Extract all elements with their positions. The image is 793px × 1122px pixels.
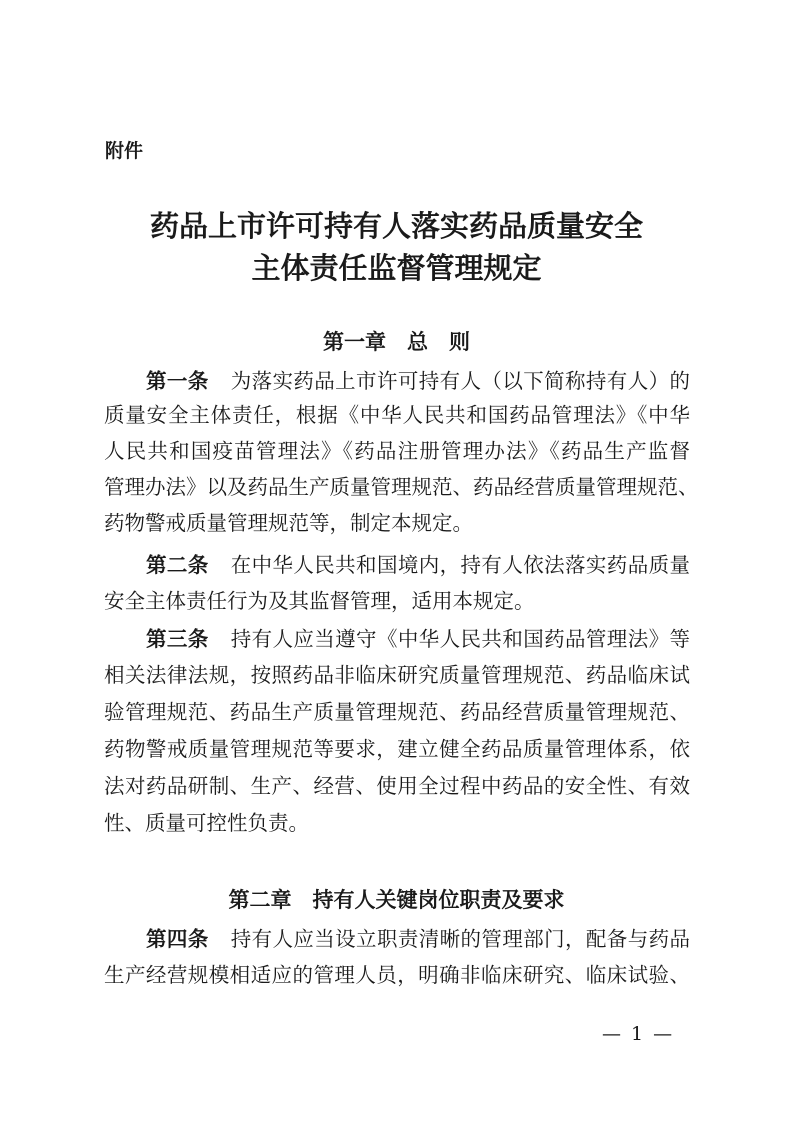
article-2-text: 在中华人民共和国境内，持有人依法落实药品质量 <box>230 553 690 577</box>
article-1-line: 药物警戒质量管理规范等，制定本规定。 <box>104 511 473 535</box>
article-3-label: 第三条 <box>146 627 209 651</box>
article-3-line: 相关法律法规，按照药品非临床研究质量管理规范、药品临床试 <box>104 663 690 687</box>
article-4-label: 第四条 <box>146 927 209 951</box>
article-3-first-line <box>146 624 690 654</box>
attachment-label: 附件 <box>105 140 144 162</box>
article-1-line: 人民共和国疫苗管理法》《药品注册管理办法》《药品生产监督 <box>104 439 690 463</box>
chapter-2-heading: 第二章 持有人关键岗位职责及要求 <box>228 888 565 912</box>
article-4-line: 生产经营规模相适应的管理人员，明确非临床研究、临床试验、 <box>104 963 690 987</box>
article-1-text: 为落实药品上市许可持有人（以下简称持有人）的 <box>230 369 690 393</box>
article-1-first-line <box>146 366 690 396</box>
article-3-line: 法对药品研制、生产、经营、使用全过程中药品的安全性、有效 <box>104 774 690 798</box>
article-2-first-line <box>146 550 690 580</box>
document-title-line-1: 药品上市许可持有人落实药品质量安全 <box>149 209 643 243</box>
chapter-1-heading: 第一章 总 则 <box>323 330 470 354</box>
article-4-text: 持有人应当设立职责清晰的管理部门，配备与药品 <box>230 927 690 951</box>
article-2-line: 安全主体责任行为及其监督管理，适用本规定。 <box>104 589 535 613</box>
article-1-line: 质量安全主体责任，根据《中华人民共和国药品管理法》《中华 <box>104 403 690 427</box>
article-3-text: 持有人应当遵守《中华人民共和国药品管理法》等 <box>230 627 690 651</box>
article-1-label: 第一条 <box>146 369 209 393</box>
article-4-first-line <box>146 924 690 954</box>
document-title-line-2: 主体责任监督管理规定 <box>251 251 542 285</box>
article-3-line: 验管理规范、药品生产质量管理规范、药品经营质量管理规范、 <box>104 700 690 724</box>
article-3-line: 药物警戒质量管理规范等要求，建立健全药品质量管理体系，依 <box>104 737 690 761</box>
article-3-line: 性、质量可控性负责。 <box>104 811 309 835</box>
page-number: — 1 — <box>602 1023 675 1045</box>
article-1-line: 管理办法》以及药品生产质量管理规范、药品经营质量管理规范、 <box>104 475 699 499</box>
article-2-label: 第二条 <box>146 553 209 577</box>
